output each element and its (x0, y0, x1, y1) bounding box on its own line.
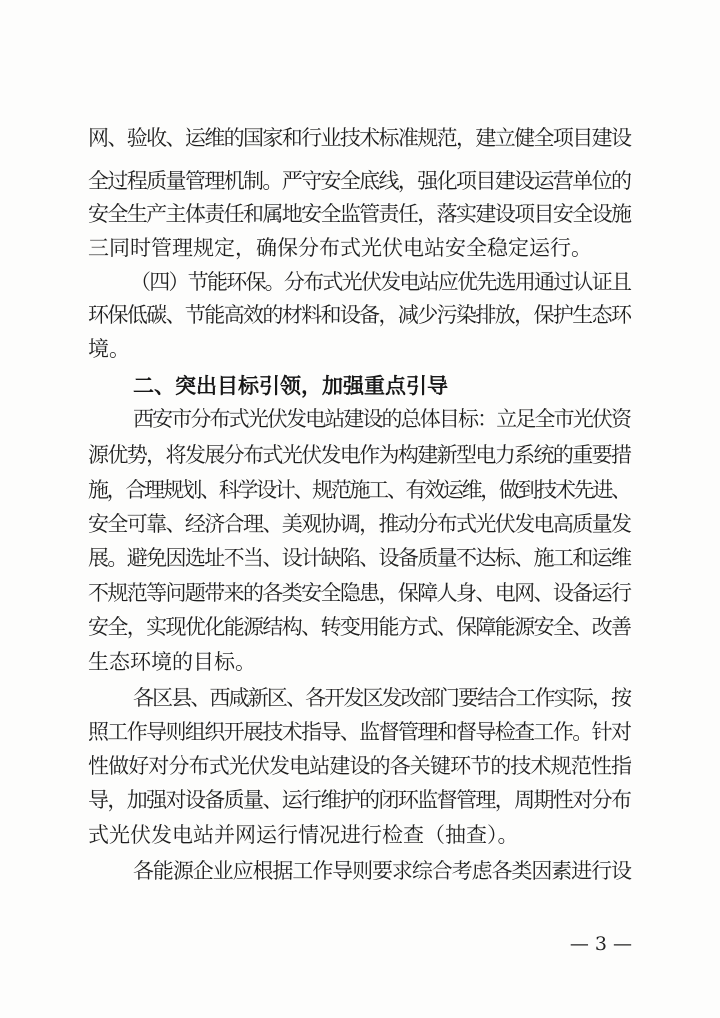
text-line: 生态环境的目标。 (88, 650, 256, 674)
text-line: 性做好对分布式光伏发电站建设的各关键环节的技术规范性指 (88, 754, 632, 778)
text-line: 全过程质量管理机制。严守安全底线，强化项目建设运营单位的 (88, 169, 631, 193)
text-line: 西安市分布式光伏发电站建设的总体目标：立足全市光伏资 (133, 407, 631, 431)
text-line: 展。避免因选址不当、设计缺陷、设备质量不达标、施工和运维 (88, 546, 631, 570)
text-line: 导，加强对设备质量、运行维护的闭环监督管理，周期性对分布 (88, 788, 631, 812)
text-line: 各区县、西咸新区、各开发区发改部门要结合工作实际，按 (133, 686, 631, 710)
text-line: 安全，实现优化能源结构、转变用能方式、保障能源安全、改善 (88, 615, 631, 639)
text-line: 安全可靠、经济合理、美观协调，推动分布式光伏发电高质量发 (88, 512, 631, 536)
section-heading: 二、突出目标引领，加强重点引导 (133, 374, 448, 398)
text-line: 三同时管理规定，确保分布式光伏电站安全稳定运行。 (88, 236, 592, 260)
text-line: 照工作导则组织开展技术指导、监督管理和督导检查工作。针对 (88, 720, 631, 744)
text-line: 境。 (88, 337, 130, 361)
text-line: 网、验收、运维的国家和行业技术标准规范，建立健全项目建设 (88, 126, 631, 150)
text-line: 源优势，将发展分布式光伏发电作为构建新型电力系统的重要措 (88, 443, 631, 467)
text-line: 式光伏发电站并网运行情况进行检查（抽查）。 (88, 823, 519, 847)
text-line: （四）节能环保。分布式光伏发电站应优先选用通过认证且 (130, 270, 631, 294)
text-line: 环保低碳、节能高效的材料和设备，减少污染排放，保护生态环 (88, 303, 631, 327)
text-line: 各能源企业应根据工作导则要求综合考虑各类因素进行设 (133, 859, 631, 883)
page-number: — 3 — (569, 933, 632, 955)
text-line: 施，合理规划、科学设计、规范施工、有效运维，做到技术先进、 (88, 478, 630, 502)
text-line: 不规范等问题带来的各类安全隐患，保障人身、电网、设备运行 (88, 581, 631, 605)
text-line: 安全生产主体责任和属地安全监管责任，落实建设项目安全设施 (88, 202, 631, 226)
